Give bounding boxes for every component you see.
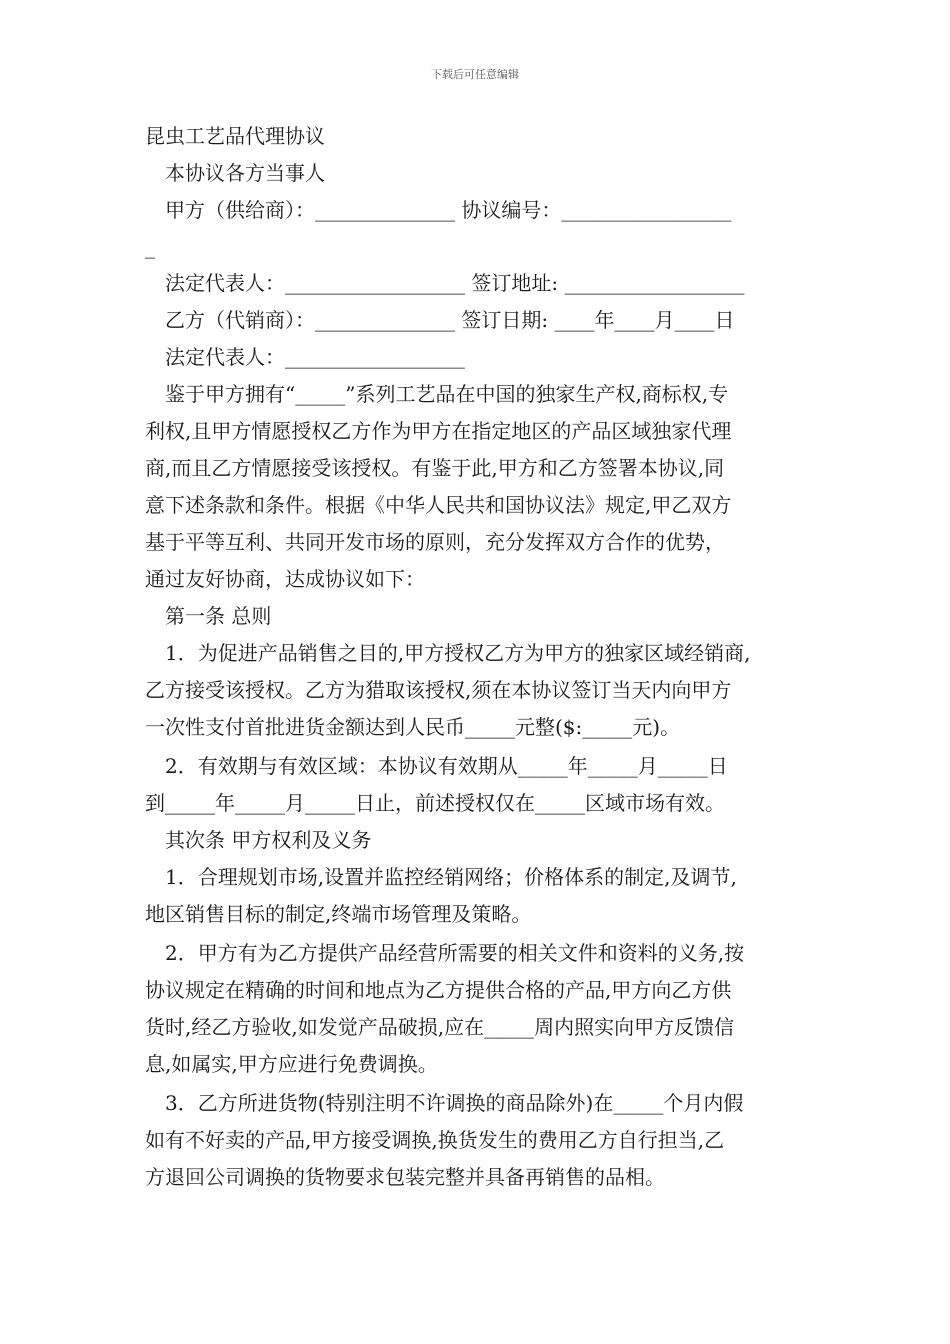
continuation-line: _ [145,235,155,259]
party-a-line: 甲方（供给商）：______________ 协议编号：_________________ [165,198,732,222]
parties-heading: 本协议各方当事人 [165,161,325,185]
clause-line: 地区销售目标的制定,终端市场管理及策略。 [145,902,532,926]
clause-line: 3．乙方所进货物(特别注明不许调换的商品除外)在_____个月内假 [165,1091,744,1115]
clause-line: 到_____年_____月_____日止，前述授权仅在_____区域市场有效。 [145,791,725,815]
doc-title: 昆虫工艺品代理协议 [145,124,325,148]
clause-line: 货时,经乙方验收,如发觉产品破损,应在_____周内照实向甲方反馈信 [145,1015,735,1039]
clause-line: 方退回公司调换的货物要求包装完整并具备再销售的品相。 [145,1165,665,1189]
article-2-heading: 其次条 甲方权利及义务 [165,828,372,852]
paragraph-line: 通过友好协商，达成协议如下： [145,567,425,591]
clause-line: 乙方接受该授权。乙方为猎取该授权,须在本协议签订当天内向甲方 [145,678,732,702]
clause-line: 1．为促进产品销售之目的,甲方授权乙方为甲方的独家区域经销商, [165,641,751,665]
party-b-line: 乙方（代销商）：______________ 签订日期: ____年____月____日 [165,308,735,332]
clause-line: 2．有效期与有效区域：本协议有效期从_____年_____月_____日 [165,754,728,778]
clause-line: 息,如属实,甲方应进行免费调换。 [145,1052,438,1076]
paragraph-line: 鉴于甲方拥有“_____”系列工艺品在中国的独家生产权,商标权,专 [165,382,729,406]
clause-line: 2．甲方有为乙方提供产品经营所需要的相关文件和资料的义务,按 [165,941,745,965]
legal-rep-b-line: 法定代表人：__________________ [165,345,465,369]
legal-rep-a-line: 法定代表人：__________________ 签订地址: __________________ [165,271,745,295]
article-1-heading: 第一条 总则 [165,604,272,628]
clause-line: 协议规定在精确的时间和地点为乙方提供合格的产品,甲方向乙方供 [145,978,732,1002]
clause-line: 如有不好卖的产品,甲方接受调换,换货发生的费用乙方自行担当,乙 [145,1128,725,1152]
paragraph-line: 商,而且乙方情愿接受该授权。有鉴于此,甲方和乙方签署本协议,同 [145,456,725,480]
paragraph-line: 利权,且甲方情愿授权乙方作为甲方在指定地区的产品区域独家代理 [145,419,732,443]
paragraph-line: 意下述条款和条件。根据《中华人民共和国协议法》规定,甲乙双方 [145,493,732,517]
page-header: 下载后可任意编辑 [431,68,519,81]
clause-line: 1．合理规划市场,设置并监控经销网络；价格体系的制定,及调节, [165,865,737,889]
paragraph-line: 基于平等互利、共同开发市场的原则，充分发挥双方合作的优势， [145,530,725,554]
clause-line: 一次性支付首批进货金额达到人民币_____元整($:_____元)。 [145,715,681,739]
